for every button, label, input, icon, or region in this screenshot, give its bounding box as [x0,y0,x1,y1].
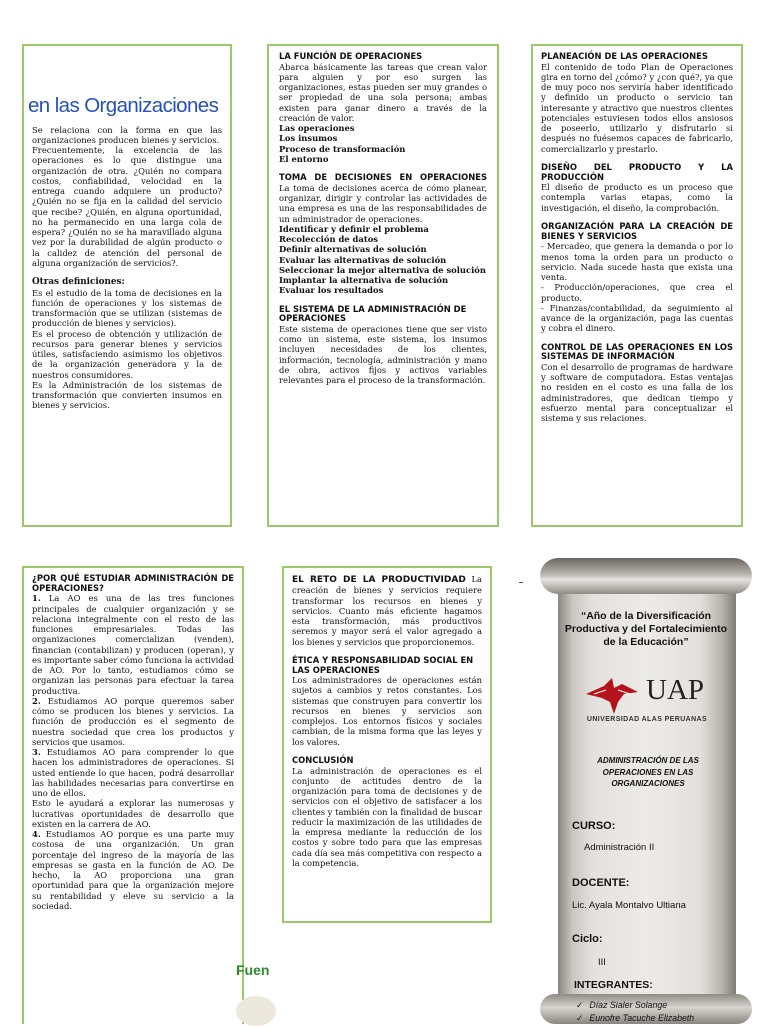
cover-scroll [540,558,752,1024]
list-item: Evaluar las alternativas de solución [279,254,447,265]
list-item: Implantar la alternativa de solución [279,275,449,286]
heading-etica: ÉTICA Y RESPONSABILIDAD SOCIAL EN LAS OPERACIONES [292,654,474,675]
integrantes-label: INTEGRANTES: [574,979,653,991]
planeacion-text: El contenido de todo Plan de Operaciones gira en torno del ¿cómo? y ¿con qué?, ya que de muy poco nos serviría haber identificado y definido un producto o servicio tan interesante y atractivo que nuestros clientes potenciales estuviesen todos ellos ansiosos de poseerlo, utilizarlo y disfrutarlo si después no fuésemos capaces de fabricarlo, comercializarlo y prestarlo. [541,61,733,154]
panel-introduccion [22,44,232,527]
funcion-text: Abarca básicamente las tareas que crean valor para alguien y por eso surgen las organizaciones, estas pueden ser muy grandes o ser propiedad de una sola persona; ambas existen para ganar dinero a través de la creación de valor. [279,61,487,123]
heading-diseno: DISEÑO DEL PRODUCTO Y LA PRODUCCIÓN [541,161,733,182]
item-number: 2. [32,695,41,706]
reto-paragraph [292,574,482,647]
cover-motto: “Año de la Diversificación Productiva y del Fortalecimiento de la Educación” [564,610,728,649]
definitions-title: Otras definiciones: [32,277,125,287]
panel-title: en las Organizaciones [28,94,219,117]
definitions-text: Es el estudio de la toma de decisiones en la función de operaciones y los sistemas de transformación que se utilizan (sistemas de producción de bienes y servicios). Es el proceso de obtención y utilización de recursos para generar bienes y servicios útiles, satisfaciendo asimismo los objetivos de la organización generadora y la de nuestros consumidores. Es la Administración de los sistemas de transformación que convierten insumos en bienes y servicios. [32,287,222,411]
sistema-text: Este sistema de operaciones tiene que ser visto como un sistema, este sistema, los insumos incluyen necesidades de los clientes, información, tecnología, administración y mano de obra, activos fijos y activos variables relevantes para el proceso de la transformación. [279,323,487,386]
logo-text: UAP [646,674,705,706]
member-name: Eunofre Tacuche Elizabeth [589,1012,695,1023]
item-number: 3. [32,747,41,758]
heading-funcion: LA FUNCIÓN DE OPERACIONES [279,51,423,61]
list-item: Las operaciones [279,123,355,134]
conclusion-text: La administración de operaciones es el conjunto de actitudes dentro de la organización para toma de decisiones y de servicios con el objetivo de satisfacer a los clientes y también con la finalidad de buscar reducir la maximización de las utilidades de la empresa mediante la reducción de los costos y sobre todo para que las empresas cada día sea más competitiva con respecto a la competencia. [292,765,482,868]
check-icon: ✓ [576,1012,584,1023]
heading-toma-decisiones: TOMA DE DECISIONES EN OPERACIONES [279,172,487,183]
item-text: Estudiamos AO porque es una parte muy costosa de una organización. Un gran porcentaje del ingreso de la mayoría de las empresas se gasta en la función de AO. De hecho, la AO proporciona una gran oportunidad para que la organización mejore su rentabilidad y eleve su servicio a la sociedad. [32,829,234,911]
list-item: Recolección de datos [279,234,379,245]
heading-organizacion: ORGANIZACIÓN PARA LA CREACIÓN DE BIENES Y SERVICIOS [541,220,733,241]
list-item: Identificar y definir el problema [279,223,429,234]
list-item [32,696,234,747]
control-text: Con el desarrollo de programas de hardware y software de computadora. Estas ventajas no residen en el costo es una falla de los administradores, que dedican tiempo y esfuerzo mental para conceptualizar el sistema y sus relaciones. [541,361,733,424]
panel-reto-productividad [282,566,492,923]
list-item: Seleccionar la mejor alternativa de solución [279,264,486,275]
heading-reto: EL RETO DE LA PRODUCTIVIDAD [292,575,466,585]
decision-steps-list [279,224,487,296]
etica-text: Los administradores de operaciones están sujetos a cambios y retos constantes. Los sistemas que construyen para convertir los recursos en bienes y servicios son complejos. Los entornos físicos y sociales cambian, de la misma forma que las leyes y los valores. [292,675,482,747]
university-logo [584,676,714,720]
heading-control: CONTROL DE LAS OPERACIONES EN LOS SISTEMAS DE INFORMACIÓN [541,341,733,362]
source-label: Fuen [236,962,270,978]
docente-label: DOCENTE: [572,877,630,889]
docente-value: Lic. Ayala Montalvo Ultiana [572,900,686,911]
check-icon: ✓ [576,1000,584,1010]
eagle-logo-icon [584,676,640,716]
list-item [576,1012,694,1025]
reasons-list [32,593,234,911]
list-item: Los insumos [279,133,338,144]
list-item: Evaluar los resultados [279,285,384,296]
heading-conclusion: CONCLUSIÓN [292,754,354,765]
subject-title: ADMINISTRACIÓN DE LAS OPERACIONES EN LAS ORGANIZACIONES [597,756,699,789]
decorative-blob [236,996,276,1026]
item-text: La AO es una de las tres funciones principales de cualquier organización y se relaciona integralmente con el resto de las funciones empresariales. Todas las organizaciones comercializan (venden), financian (contabilizan) y producen (operan), y es importante saber cómo funciona la actividad de AO. Por lo tanto, estudiamos cómo se organizan las personas para efectuar la tarea productiva. [32,593,234,696]
list-item: Proceso de transformación [279,143,406,154]
university-name: UNIVERSIDAD ALAS PERUANAS [586,716,708,723]
curso-label: CURSO: [572,820,616,832]
integrantes-list [576,999,694,1025]
item-number: 1. [32,593,41,604]
ciclo-label: Ciclo: [572,933,603,945]
heading-por-que: ¿POR QUÉ ESTUDIAR ADMINISTRACIÓN DE OPERACIONES? [32,573,234,593]
organizacion-text: - Mercadeo, que genera la demanda o por lo menos toma la orden para un producto o servicio. Nada sucede hasta que exista una venta. - Producción/operaciones, que crea el producto. - Finanzas/contabilidad, da seguimiento al avance de la organización, paga las cuentas y cobra el dinero. [541,241,733,334]
item-number: 4. [32,829,41,840]
member-name: Díaz Sialer Solange [589,1000,668,1010]
intro-text: Se relaciona con la forma en que las organizaciones producen bienes y servicios. Frecuentemente, la excelencia de las operaciones es lo que distingue una organización de otra. ¿Quién no compara costos, confiabilidad, velocidad en la entrega cuando adquiere un producto? ¿Quién no se fija en la calidad del servicio que recibe? ¿Quién, en alguna oportunidad, no ha permanecido en una larga cola de espera? ¿Quién no se ha maravillado alguna vez por la durabilidad de algún producto o la calidez de atención del personal de alguna organización de servicios?. [32,124,222,268]
reto-text: La creación de bienes y servicios requiere transformar los recursos en bienes y servicios. Cuanto más eficiente hagamos esta transformación, más productivos seremos y mayor será el valor agregado a los bienes y servicios que proporcionemos. [292,574,483,647]
toma-decisiones-text: La toma de decisiones acerca de cómo planear, organizar, dirigir y controlar las actividades de una empresa es una de las responsabilidades de un administrador de operaciones. [279,182,487,224]
diseno-text: El diseño de producto es un proceso que contempla varias etapas, como la investigación, el diseño, la comprobación. [541,182,733,213]
curso-value: Administración II [584,842,655,853]
list-item [576,999,694,1012]
heading-planeacion: PLANEACIÓN DE LAS OPERACIONES [541,51,708,61]
funcion-list [279,123,487,164]
panel-funcion-operaciones [267,44,499,527]
dash-mark [519,582,523,583]
panel-por-que-estudiar [22,566,244,1024]
heading-sistema: EL SISTEMA DE LA ADMINISTRACIÓN DE OPERACIONES [279,303,467,324]
item-text: Estudiamos AO para comprender lo que hacen los administradores de operaciones. Si usted entiende lo que hacen, podrá desarrollar las habilidades necesarias para convertirse en uno de ellos. Esto le ayudará a explorar las numerosas y lucrativas oportunidades de desarrollo que existen en la carrera de AO. [32,747,234,829]
list-item [32,747,234,829]
list-item: El entorno [279,153,329,164]
item-text: Estudiamos AO porque queremos saber cómo se producen los bienes y servicios. La función de producción es el segmento de nuestra sociedad que crea los productos y servicios que usamos. [32,695,234,747]
list-item: Definir alternativas de solución [279,244,427,255]
list-item [32,829,234,911]
panel-planeacion [531,44,743,527]
ciclo-value: III [598,957,606,968]
list-item [32,593,234,696]
scroll-top-roll [540,558,752,594]
